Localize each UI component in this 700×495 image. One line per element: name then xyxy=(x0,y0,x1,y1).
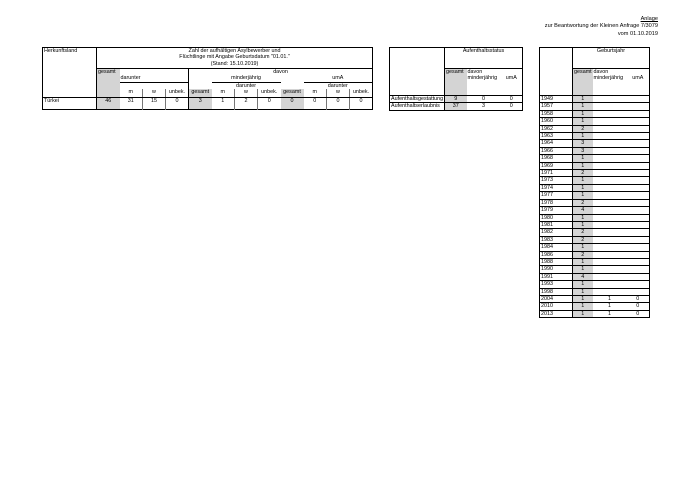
document-header xyxy=(545,16,658,38)
value-cell xyxy=(627,133,650,140)
davon-label: davon xyxy=(593,69,609,75)
value-cell xyxy=(627,147,650,154)
status-label: Aufenthaltserlaubnis xyxy=(390,103,445,110)
table-row xyxy=(540,147,650,154)
col-unbek-minor: unbek. xyxy=(258,89,281,97)
value-cell xyxy=(593,288,627,295)
value-cell: 2 xyxy=(235,97,258,105)
birth-year-rows xyxy=(540,96,650,318)
value-cell xyxy=(593,184,627,191)
status-label: Aufenthaltsgestattung xyxy=(391,96,444,102)
table-row xyxy=(540,251,650,258)
value-cell xyxy=(627,229,650,236)
value-cell: 1 xyxy=(573,192,593,199)
value-cell: 2 xyxy=(573,170,593,177)
year-cell: 1979 xyxy=(540,207,573,214)
value-cell: 0 xyxy=(467,96,501,103)
value-cell xyxy=(593,251,627,258)
davon-label: davon xyxy=(467,69,483,75)
value-cell: 0 xyxy=(501,96,523,103)
value-cell xyxy=(593,199,627,206)
value-cell: 1 xyxy=(573,244,593,251)
col-m: m xyxy=(120,89,143,97)
col-unbek-uma: unbek. xyxy=(350,89,373,97)
year-cell: 1998 xyxy=(540,288,573,295)
value-cell: 1 xyxy=(573,281,593,288)
value-cell xyxy=(627,96,650,103)
table-row xyxy=(540,177,650,184)
value-cell xyxy=(593,281,627,288)
value-cell: 1 xyxy=(593,295,627,302)
value-cell: 31 xyxy=(127,97,134,104)
asylum-seekers-table xyxy=(42,47,373,110)
col-gesamt-uma: gesamt xyxy=(281,89,304,97)
value-cell xyxy=(593,221,627,228)
table-row xyxy=(540,244,650,251)
col-m-minor: m xyxy=(212,89,235,97)
value-cell xyxy=(593,236,627,243)
value-cell: 3 xyxy=(573,140,593,147)
value-cell xyxy=(593,125,627,132)
uma-label: umA xyxy=(505,75,517,82)
year-cell: 1949 xyxy=(540,96,573,103)
gesamt-header: gesamt xyxy=(97,69,120,76)
table-row xyxy=(540,258,650,265)
uma-label: umA xyxy=(632,75,644,82)
year-cell: 1971 xyxy=(540,170,573,177)
table-row xyxy=(540,207,650,214)
table-row xyxy=(540,273,650,280)
value-cell xyxy=(593,140,627,147)
value-cell: 0 xyxy=(627,310,650,317)
value-cell xyxy=(627,281,650,288)
year-cell: 1977 xyxy=(540,192,573,199)
davon-header: davon xyxy=(189,69,373,76)
darunter-header-2: darunter xyxy=(212,82,281,89)
value-cell: 2 xyxy=(573,125,593,132)
gesamt-header: gesamt xyxy=(573,69,593,96)
value-cell: 1 xyxy=(573,310,593,317)
year-cell: 1993 xyxy=(540,281,573,288)
value-cell: 0 xyxy=(327,97,350,105)
table-row xyxy=(540,288,650,295)
value-cell xyxy=(593,244,627,251)
year-cell: 1986 xyxy=(540,251,573,258)
value-cell xyxy=(627,244,650,251)
table-row xyxy=(540,140,650,147)
value-cell: 0 xyxy=(350,97,373,105)
value-cell xyxy=(593,155,627,162)
year-cell: 1963 xyxy=(540,133,573,140)
value-cell: 1 xyxy=(573,118,593,125)
value-cell: 1 xyxy=(573,266,593,273)
value-cell xyxy=(593,214,627,221)
value-cell xyxy=(627,236,650,243)
value-cell xyxy=(593,162,627,169)
year-cell: 1981 xyxy=(540,221,573,228)
value-cell xyxy=(627,288,650,295)
value-cell: 0 xyxy=(501,103,523,110)
col-w-uma: w xyxy=(327,89,350,97)
year-cell: 1966 xyxy=(540,147,573,154)
year-cell: 1969 xyxy=(540,162,573,169)
value-cell: 3 xyxy=(189,97,212,105)
value-cell: 1 xyxy=(573,96,593,103)
year-cell: 1984 xyxy=(540,244,573,251)
table-row xyxy=(540,192,650,199)
darunter-header: darunter xyxy=(120,75,141,82)
value-cell xyxy=(627,110,650,117)
table-row xyxy=(540,133,650,140)
year-cell: 1958 xyxy=(540,110,573,117)
value-cell: 1 xyxy=(573,162,593,169)
value-cell: 1 xyxy=(573,177,593,184)
title-line-1: Zahl der aufhältigen Asylbewerber und xyxy=(188,48,281,54)
value-cell xyxy=(627,251,650,258)
value-cell xyxy=(627,221,650,228)
year-cell: 1991 xyxy=(540,273,573,280)
value-cell: 46 xyxy=(97,97,120,105)
value-cell xyxy=(627,170,650,177)
table-row xyxy=(540,155,650,162)
table-row xyxy=(540,162,650,169)
value-cell: 0 xyxy=(313,97,317,104)
value-cell: 0 xyxy=(627,295,650,302)
year-cell: 1962 xyxy=(540,125,573,132)
value-cell: 1 xyxy=(573,288,593,295)
year-cell: 2013 xyxy=(540,310,573,317)
reference-line: zur Beantwortung der Kleinen Anfrage 7/3079 xyxy=(544,23,658,30)
value-cell xyxy=(627,155,650,162)
table-row xyxy=(540,236,650,243)
year-cell: 1960 xyxy=(540,118,573,125)
col-w-minor: w xyxy=(235,89,258,97)
table-row xyxy=(540,103,650,110)
minderjaehrig-label: minderjährig xyxy=(593,75,624,82)
table-row xyxy=(540,110,650,117)
value-cell xyxy=(593,170,627,177)
value-cell xyxy=(627,162,650,169)
value-cell xyxy=(627,199,650,206)
value-cell: 1 xyxy=(593,303,627,310)
table-row xyxy=(390,96,523,103)
birth-year-table xyxy=(539,47,650,318)
year-cell: 1968 xyxy=(540,155,573,162)
value-cell: 2 xyxy=(573,199,593,206)
value-cell xyxy=(593,96,627,103)
birth-year-header: Geburtsjahr xyxy=(596,48,626,54)
table-row xyxy=(540,303,650,310)
date-line: vom 01.10.2019 xyxy=(617,30,658,37)
table-row xyxy=(540,125,650,132)
table-row xyxy=(390,103,523,110)
value-cell: 3 xyxy=(573,147,593,154)
col-w: w xyxy=(143,89,166,97)
davon-minderjaehrig-header xyxy=(467,69,501,96)
value-cell: 1 xyxy=(573,303,593,310)
uma-header xyxy=(501,69,523,96)
table-title xyxy=(97,48,373,69)
value-cell: 2 xyxy=(573,251,593,258)
value-cell: 1 xyxy=(573,155,593,162)
value-cell xyxy=(627,118,650,125)
value-cell xyxy=(627,214,650,221)
value-cell xyxy=(593,273,627,280)
table-row xyxy=(540,184,650,191)
year-cell: 1983 xyxy=(540,236,573,243)
year-cell: 1980 xyxy=(540,214,573,221)
value-cell: 37 xyxy=(445,103,467,110)
year-cell: 2010 xyxy=(540,303,573,310)
value-cell xyxy=(593,110,627,117)
value-cell xyxy=(627,103,650,110)
table-row xyxy=(540,96,650,103)
year-cell: 1988 xyxy=(540,258,573,265)
value-cell xyxy=(593,266,627,273)
value-cell: 1 xyxy=(573,214,593,221)
year-cell: 1957 xyxy=(540,103,573,110)
col-m-uma: m xyxy=(304,89,327,97)
davon-minderjaehrig-header xyxy=(593,69,627,96)
value-cell: 0 xyxy=(166,97,189,105)
value-cell xyxy=(593,207,627,214)
year-cell: 2004 xyxy=(540,295,573,302)
value-cell xyxy=(593,147,627,154)
gesamt-header: gesamt xyxy=(445,69,467,96)
value-cell: 1 xyxy=(573,110,593,117)
year-cell: 1974 xyxy=(540,184,573,191)
title-line-2: Flüchtlinge mit Angabe Geburtsdatum "01.01." xyxy=(179,54,290,61)
value-cell: 1 xyxy=(573,221,593,228)
table-row xyxy=(540,229,650,236)
value-cell xyxy=(627,273,650,280)
value-cell: 2 xyxy=(573,229,593,236)
table-row xyxy=(540,118,650,125)
value-cell xyxy=(593,229,627,236)
col-unbek: unbek. xyxy=(166,89,189,97)
year-cell: 1978 xyxy=(540,199,573,206)
value-cell: 1 xyxy=(573,295,593,302)
value-cell: 1 xyxy=(573,103,593,110)
table-row xyxy=(43,97,373,105)
table-row xyxy=(540,266,650,273)
value-cell xyxy=(593,118,627,125)
value-cell: 0 xyxy=(627,303,650,310)
country-cell: Türkei xyxy=(43,97,97,105)
value-cell: 1 xyxy=(221,97,225,104)
table-row xyxy=(540,281,650,288)
table-row xyxy=(540,214,650,221)
value-cell: 1 xyxy=(573,133,593,140)
value-cell xyxy=(627,125,650,132)
value-cell: 1 xyxy=(573,184,593,191)
uma-header: umA xyxy=(332,75,344,82)
value-cell xyxy=(627,140,650,147)
value-cell: 9 xyxy=(445,96,467,103)
value-cell: 4 xyxy=(573,207,593,214)
minderjaehrig-header: minderjährig xyxy=(231,75,261,82)
value-cell: 1 xyxy=(593,310,627,317)
value-cell: 15 xyxy=(143,97,166,105)
value-cell xyxy=(593,192,627,199)
value-cell xyxy=(627,266,650,273)
value-cell xyxy=(627,184,650,191)
value-cell xyxy=(627,258,650,265)
value-cell: 0 xyxy=(281,97,304,105)
value-cell: 1 xyxy=(573,258,593,265)
value-cell xyxy=(593,103,627,110)
year-cell: 1973 xyxy=(540,177,573,184)
value-cell: 0 xyxy=(258,97,281,105)
table-row xyxy=(540,199,650,206)
table-row xyxy=(540,295,650,302)
year-cell: 1982 xyxy=(540,229,573,236)
origin-country-header: Herkunftsland xyxy=(43,48,97,69)
value-cell: 3 xyxy=(467,103,501,110)
residence-status-header: Aufenthaltsstatus xyxy=(462,48,505,54)
darunter-header-3: darunter xyxy=(304,82,373,89)
value-cell xyxy=(593,258,627,265)
residence-status-table xyxy=(389,47,523,111)
value-cell xyxy=(627,192,650,199)
col-gesamt-minor: gesamt xyxy=(189,89,212,97)
value-cell xyxy=(627,177,650,184)
minderjaehrig-label: minderjährig xyxy=(467,75,498,82)
value-cell: 2 xyxy=(573,236,593,243)
value-cell: 4 xyxy=(573,273,593,280)
table-row xyxy=(540,221,650,228)
value-cell xyxy=(593,177,627,184)
uma-header xyxy=(627,69,650,96)
annex-label: Anlage xyxy=(640,16,658,22)
value-cell xyxy=(627,207,650,214)
table-row xyxy=(540,310,650,317)
value-cell xyxy=(593,133,627,140)
year-cell: 1990 xyxy=(540,266,573,273)
title-line-3: (Stand: 15.10.2019) xyxy=(210,60,259,67)
table-row xyxy=(540,170,650,177)
year-cell: 1964 xyxy=(540,140,573,147)
